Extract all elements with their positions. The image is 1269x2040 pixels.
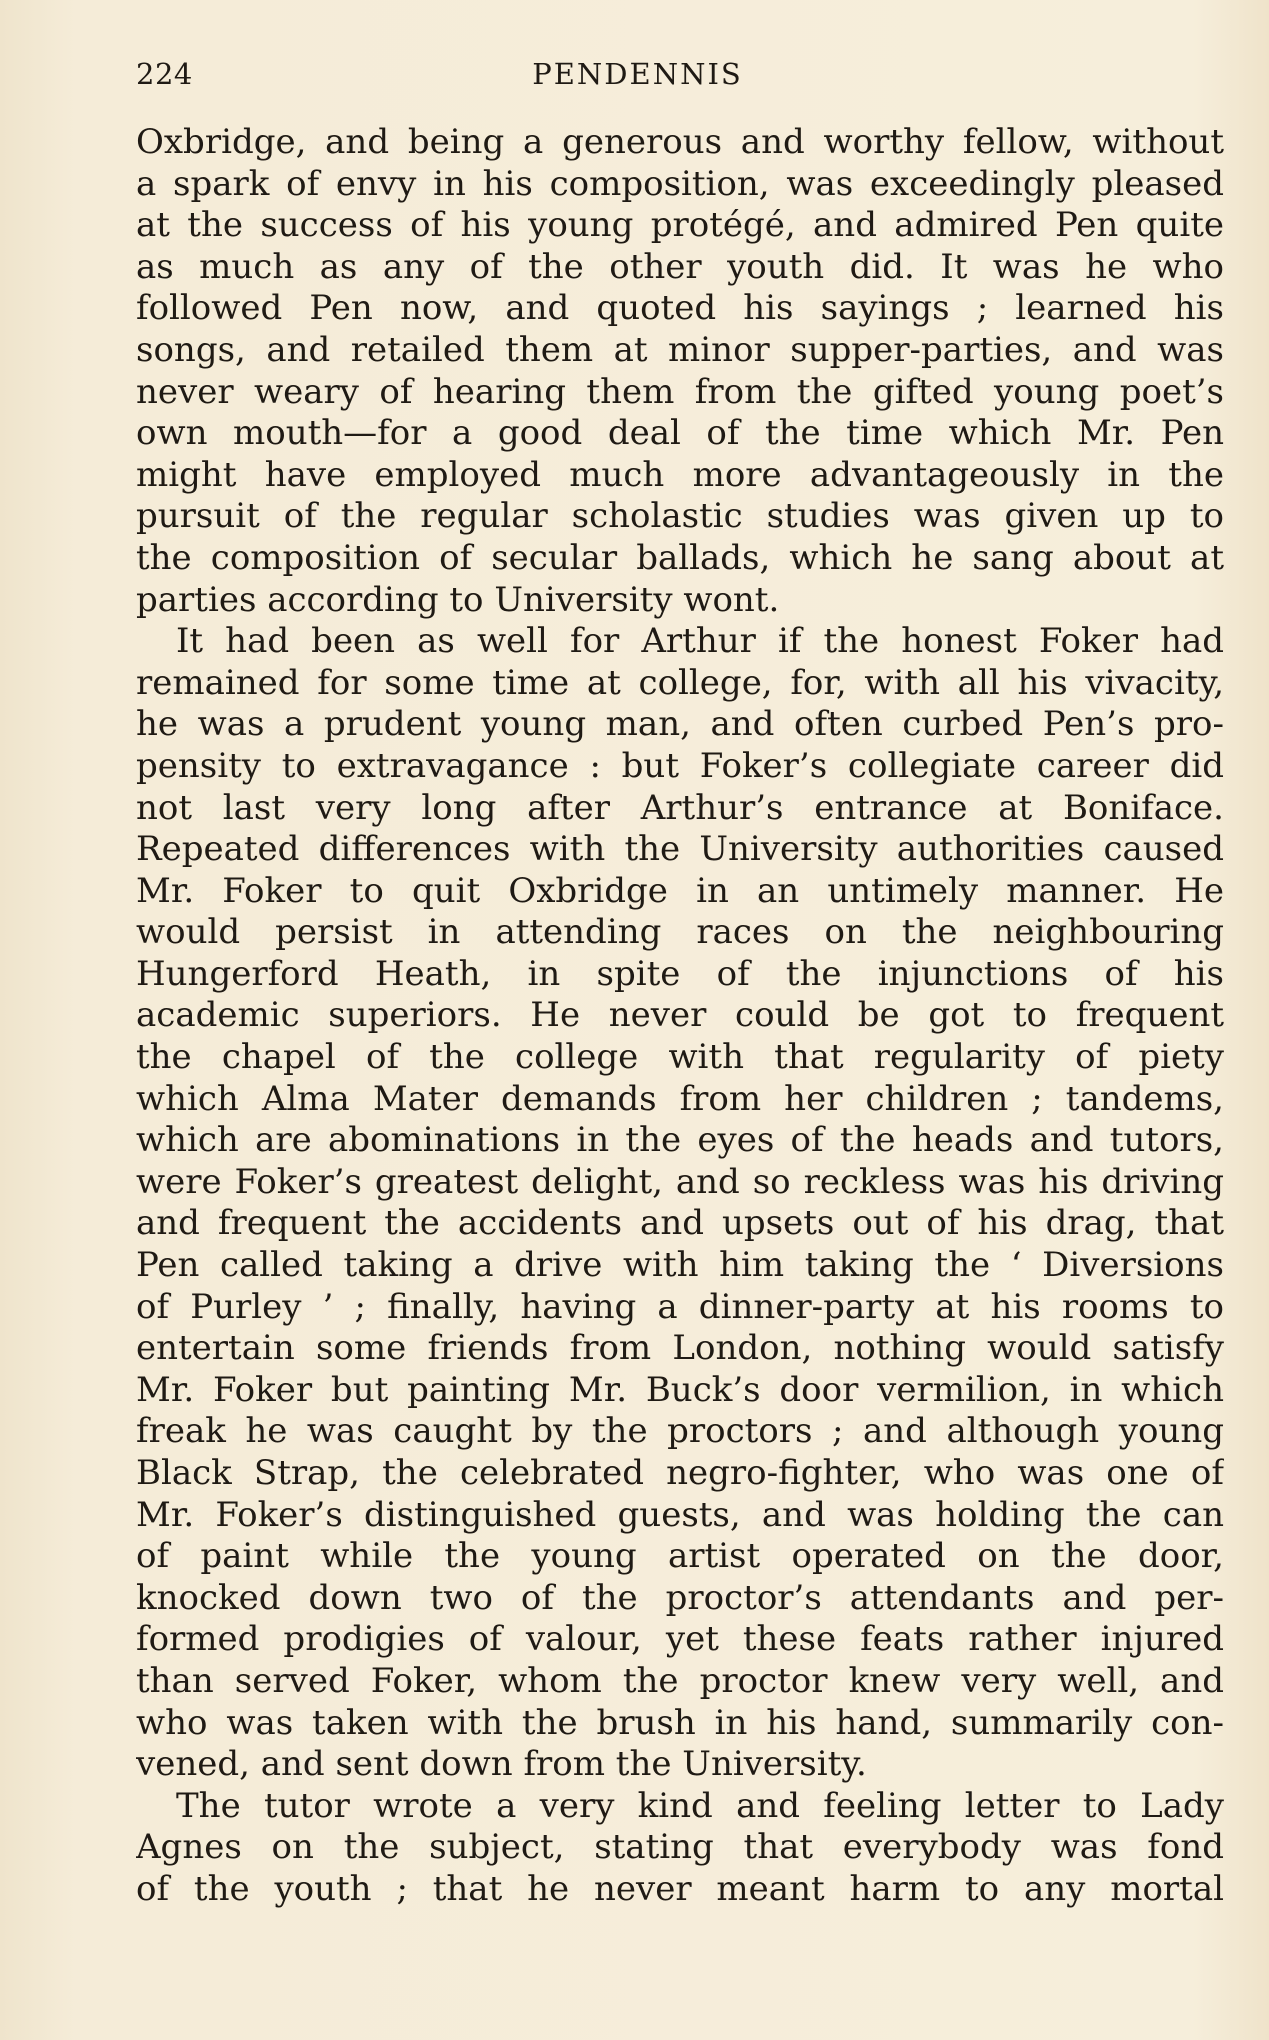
text-line: were Foker’s greatest delight, and so reckless was his driving: [136, 1161, 1224, 1202]
text-line: never weary of hearing them from the gifted young poet’s: [136, 371, 1224, 412]
text-line: remained for some time at college, for, with all his vivacity,: [136, 662, 1224, 703]
page-number: 224: [136, 57, 193, 91]
text-line: as much as any of the other youth did. It was he who: [136, 246, 1224, 287]
page-header: [136, 52, 1199, 96]
paragraph-2: [136, 621, 1224, 1786]
text-line: he was a prudent young man, and often curbed Pen’s pro-: [136, 704, 1224, 745]
text-line: formed prodigies of valour, yet these feats rather injured: [136, 1619, 1224, 1660]
text-line: which Alma Mater demands from her children ; tandems,: [136, 1078, 1224, 1119]
text-line: which are abominations in the eyes of the heads and tutors,: [136, 1120, 1224, 1161]
text-line: The tutor wrote a very kind and feeling letter to Lady: [176, 1785, 1224, 1826]
text-line: Pen called taking a drive with him taking the ‘ Diversions: [136, 1245, 1224, 1286]
paragraph-1: [136, 122, 1224, 621]
text-line: academic superiors. He never could be got to frequent: [136, 995, 1224, 1036]
text-line: Hungerford Heath, in spite of the injunctions of his: [136, 953, 1224, 994]
text-line: would persist in attending races on the neighbouring: [136, 912, 1224, 953]
text-line: own mouth—for a good deal of the time which Mr. Pen: [136, 413, 1224, 454]
text-line: entertain some friends from London, nothing would satisfy: [136, 1328, 1224, 1369]
text-line: than served Foker, whom the proctor knew very well, and: [136, 1660, 1224, 1701]
text-line: Black Strap, the celebrated negro-fighter, who was one of: [136, 1453, 1224, 1493]
text-line: knocked down two of the proctor’s attendants and per-: [136, 1577, 1224, 1618]
text-line: of Purley ’ ; finally, having a dinner-party at his rooms to: [136, 1286, 1224, 1327]
text-line: pensity to extravagance : but Foker’s collegiate career did: [136, 745, 1224, 786]
text-line: the composition of secular ballads, which he sang about at: [136, 537, 1224, 578]
text-line: the chapel of the college with that regularity of piety: [136, 1037, 1224, 1078]
text-line: Repeated differences with the University authorities caused: [136, 829, 1224, 870]
text-line: vened, and sent down from the University.: [136, 1744, 867, 1785]
text-line: Oxbridge, and being a generous and worthy fellow, without: [136, 122, 1224, 162]
text-line: not last very long after Arthur’s entrance at Boniface.: [136, 787, 1224, 828]
text-line: Mr. Foker’s distinguished guests, and was holding the can: [136, 1494, 1224, 1535]
paragraph-3: [136, 1786, 1224, 1911]
text-line: pursuit of the regular scholastic studies was given up to: [136, 496, 1224, 537]
text-line: freak he was caught by the proctors ; and although young: [136, 1411, 1224, 1452]
text-line: Agnes on the subject, stating that everybody was fond: [136, 1827, 1224, 1868]
text-line: songs, and retailed them at minor supper-parties, and was: [136, 329, 1224, 370]
text-line: Mr. Foker but painting Mr. Buck’s door vermilion, in which: [136, 1369, 1224, 1410]
text-line: who was taken with the brush in his hand, summarily con-: [136, 1702, 1224, 1743]
text-line: parties according to University wont.: [136, 579, 780, 620]
running-title: PENDENNIS: [532, 57, 743, 91]
body-text: [136, 122, 1224, 1911]
text-line: might have employed much more advantageously in the: [136, 454, 1224, 495]
text-line: at the success of his young protégé, and admired Pen quite: [136, 205, 1224, 246]
text-line: of the youth ; that he never meant harm to any mortal: [136, 1868, 1224, 1909]
text-line: of paint while the young artist operated on the door,: [136, 1536, 1224, 1577]
text-line: a spark of envy in his composition, was exceedingly pleased: [136, 163, 1224, 204]
text-line: and frequent the accidents and upsets out of his drag, that: [136, 1203, 1224, 1244]
text-line: Mr. Foker to quit Oxbridge in an untimely manner. He: [136, 870, 1224, 911]
text-line: It had been as well for Arthur if the honest Foker had: [176, 621, 1224, 662]
text-line: followed Pen now, and quoted his sayings ; learned his: [136, 288, 1224, 329]
